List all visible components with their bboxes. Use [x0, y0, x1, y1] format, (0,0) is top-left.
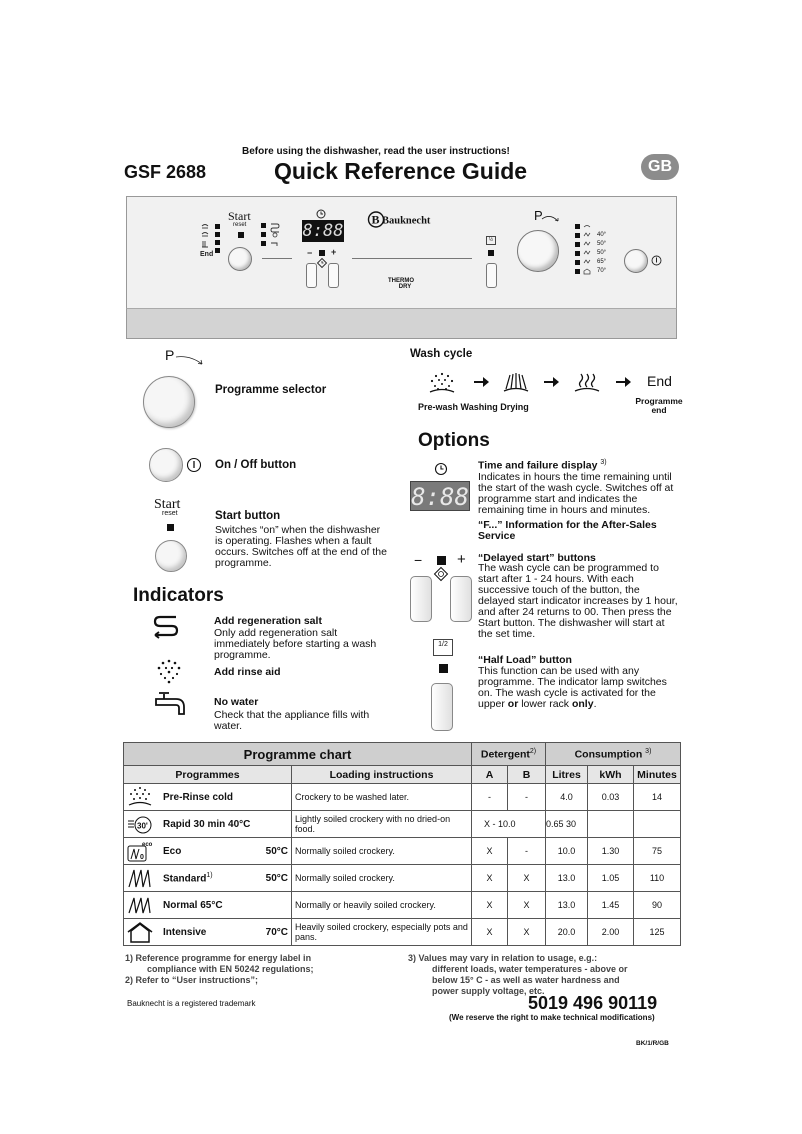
- programme-chart-table: [123, 742, 681, 946]
- detergent-header: [472, 743, 546, 766]
- table-row: [124, 919, 681, 946]
- panel-time-display: 8:88: [302, 221, 344, 241]
- panel-divider-line: [262, 258, 292, 259]
- loading-instructions: Lightly soiled crockery with no dried-on food.: [292, 811, 472, 838]
- panel-temp-2: 50°: [597, 241, 607, 247]
- panel-temp-5: 70°: [597, 268, 607, 274]
- washing-icon: [502, 371, 530, 393]
- panel-salt-rinse-water-icons: [261, 222, 283, 248]
- selector-rotation-arrow: [176, 352, 204, 366]
- svg-text:30': 30': [137, 821, 148, 831]
- panel-divider-line-2: [352, 258, 472, 259]
- litres: 10.0: [546, 838, 588, 865]
- footnotes-right: [408, 953, 628, 997]
- detergent-b: X: [508, 865, 546, 892]
- detergent-a: X: [472, 919, 508, 946]
- delayed-start-title: “Delayed start” buttons: [478, 552, 596, 564]
- on-off-label: On / Off button: [215, 459, 297, 471]
- table-row: [124, 892, 681, 919]
- delay-minus-label: −: [414, 552, 423, 568]
- arrow-right-icon: [474, 376, 490, 388]
- on-off-button-illustration: [149, 448, 183, 482]
- no-water-title: No water: [214, 696, 259, 708]
- page-title: Quick Reference Guide: [274, 158, 528, 184]
- detergent-b: X: [508, 892, 546, 919]
- programme-name-wrap: [163, 872, 213, 884]
- svg-text:B: B: [371, 212, 380, 227]
- programme-end-line-2: end: [651, 405, 667, 415]
- dry-label: DRY: [398, 284, 412, 290]
- drying-icon: [573, 371, 601, 393]
- footnote-2: 2) Refer to “User instructions”;: [125, 975, 259, 985]
- rapid-30-icon: [127, 813, 153, 835]
- svg-text:0: 0: [140, 854, 144, 861]
- detergent-b: -: [508, 784, 546, 811]
- litres: 4.0: [546, 784, 588, 811]
- drying-label: Drying: [500, 402, 529, 412]
- detergent-a: X: [472, 838, 508, 865]
- arrow-right-icon-2: [544, 376, 560, 388]
- half-load-text-1: This function can be used with any programme. The indicator lamp switches on. The wash cycle is activated for the upper: [478, 665, 667, 710]
- panel-half-load-button: [486, 263, 497, 288]
- footnote-3b: different loads, water temperatures - above or: [432, 964, 628, 974]
- panel-p-label: P: [534, 208, 543, 223]
- detergent-b: X: [508, 919, 546, 946]
- rinse-aid-title: Add rinse aid: [214, 666, 281, 678]
- footnote-3a: 3) Values may vary in relation to usage, e.g.:: [408, 953, 598, 963]
- loading-instructions: Normally or heavily soiled crockery.: [292, 892, 472, 919]
- indicators-heading: Indicators: [133, 585, 224, 606]
- time-display-illustration: 8:88: [411, 483, 469, 511]
- col-kwh: kWh: [588, 766, 634, 784]
- panel-start-label: Start: [228, 209, 251, 223]
- start-button-description: Switches “on” when the dishwasher is operating. Flashes when a fault occurs. Switches off at the end of the programme.: [215, 524, 387, 569]
- detergent-label: Detergent: [480, 748, 530, 761]
- kwh: 1.05: [588, 865, 634, 892]
- loading-instructions: Heavily soiled crockery, especially pots and pans.: [292, 919, 472, 946]
- minutes: 90: [634, 892, 681, 919]
- trademark-note: Bauknecht is a registered trademark: [127, 999, 256, 1008]
- start-label: Start: [154, 497, 181, 512]
- col-programmes: Programmes: [124, 766, 292, 784]
- detergent-footnote-ref: 2): [529, 747, 537, 755]
- programme-footnote-ref: 1): [206, 871, 213, 879]
- minutes: 110: [634, 865, 681, 892]
- minutes: [634, 811, 681, 838]
- no-water-description: Check that the appliance fills with water.: [214, 709, 370, 732]
- half-load-indicator-led: [439, 664, 448, 673]
- litres: 20.0: [546, 919, 588, 946]
- col-detergent-b: B: [508, 766, 546, 784]
- half-load-text-end: .: [593, 698, 597, 710]
- programme-name: Rapid 30 min 40°C: [163, 818, 251, 830]
- kwh: 0.03: [588, 784, 634, 811]
- prewash-label: Pre-wash: [418, 402, 459, 412]
- detergent-a: X - 10.0: [472, 811, 546, 838]
- detergent-a: -: [472, 784, 508, 811]
- document-code: BK/1/R/GB: [636, 1040, 669, 1045]
- programme-end-line-1: Programme: [635, 396, 683, 406]
- panel-plus-button: [328, 263, 339, 288]
- half-load-description: [478, 666, 680, 710]
- loading-instructions: Normally soiled crockery.: [292, 838, 472, 865]
- half-load-title: “Half Load” button: [478, 654, 572, 666]
- half-load-only: only: [571, 698, 594, 710]
- control-panel-strip: [126, 308, 677, 339]
- consumption-label: Consumption: [574, 748, 643, 761]
- panel-programme-selector: [517, 230, 559, 272]
- rinse-aid-icon: [154, 658, 184, 686]
- wash-phase-labels: [418, 402, 529, 412]
- normal-icon: [127, 894, 153, 916]
- thermo-dry-logo: [388, 278, 414, 290]
- panel-minus-label: −: [307, 248, 313, 258]
- programme-name: Pre-Rinse cold: [163, 791, 234, 803]
- kwh: 2.00: [588, 919, 634, 946]
- prerinse-icon: [127, 786, 153, 808]
- thermo-label: THERMO: [388, 278, 414, 284]
- kwh: 1.45: [588, 892, 634, 919]
- programme-temperature: 70°C: [265, 926, 288, 938]
- standard-icon: [127, 867, 153, 889]
- start-indicator-led: [167, 524, 174, 531]
- time-display-title: Time and failure display: [478, 459, 598, 472]
- programme-end-label: [628, 397, 690, 415]
- delay-start-icon: [434, 567, 448, 581]
- start-led: [238, 232, 244, 238]
- col-detergent-a: A: [472, 766, 508, 784]
- programme-temperature: 50°C: [265, 845, 288, 857]
- washing-label: Washing: [460, 402, 498, 412]
- table-row: [124, 865, 681, 892]
- reserve-note: (We reserve the right to make technical modifications): [449, 1013, 655, 1022]
- panel-minus-button: [306, 263, 317, 288]
- half-load-or: or: [507, 698, 519, 710]
- delayed-start-description: The wash cycle can be programmed to start after 1 - 24 hours. With each successive touch of the button, the delayed start indicator increases by 1 hour, and after 24 returns to 00. Then press the Start button. The dishwasher will start at the set time.: [478, 562, 678, 640]
- detergent-a: X: [472, 865, 508, 892]
- prewash-icon: [428, 372, 456, 394]
- delay-plus-label: +: [457, 551, 466, 568]
- col-litres: Litres: [546, 766, 588, 784]
- kwh: 1.30: [588, 838, 634, 865]
- options-heading: Options: [418, 430, 490, 451]
- panel-end-label: End: [200, 251, 214, 258]
- clock-icon: [434, 462, 448, 476]
- programme-selector-label: Programme selector: [215, 384, 327, 396]
- panel-start-button: [228, 247, 252, 271]
- country-badge: GB: [641, 154, 679, 180]
- time-display-footnote-ref: 3): [600, 459, 607, 466]
- panel-on-off-button: [624, 249, 648, 273]
- programme-name: Eco: [163, 845, 182, 857]
- half-load-text-2: lower rack: [521, 698, 570, 710]
- footnote-3d: power supply voltage, etc.: [432, 986, 545, 996]
- wash-end-label: End: [647, 373, 672, 389]
- table-row: [124, 811, 681, 838]
- wash-cycle-heading: Wash cycle: [410, 348, 473, 360]
- programme-name: Standard: [163, 873, 207, 885]
- after-sales-info: “F...” Information for the After-Sales Service: [478, 519, 657, 542]
- reset-label: reset: [162, 510, 178, 517]
- arrow-right-icon-3: [616, 376, 632, 388]
- svg-text:eco: eco: [142, 842, 153, 848]
- footnote-1a: 1) Reference programme for energy label in: [125, 953, 312, 963]
- half-load-icon-text: 1/2: [438, 641, 448, 648]
- panel-plus-label: +: [331, 247, 337, 257]
- consumption-footnote-ref: 3): [645, 747, 652, 755]
- panel-p-arrow: [542, 213, 560, 223]
- minutes: 14: [634, 784, 681, 811]
- table-row: [124, 838, 681, 865]
- panel-delay-led: [319, 250, 325, 256]
- consumption-header: [546, 743, 681, 766]
- delay-indicator-led: [437, 556, 446, 565]
- loading-instructions: Crockery to be washed later.: [292, 784, 472, 811]
- detergent-a: X: [472, 892, 508, 919]
- panel-temp-1: 40°: [597, 232, 607, 238]
- start-button-title: Start button: [215, 510, 281, 522]
- part-number: 5019 496 90119: [528, 993, 658, 1013]
- programme-selector-knob: [143, 376, 195, 428]
- brand-logo: [368, 211, 434, 228]
- time-display-title-wrap: [478, 459, 607, 472]
- instructions-note: Before using the dishwasher, read the user instructions!: [242, 146, 510, 157]
- half-load-button-illustration: [431, 683, 453, 731]
- salt-description: Only add regeneration salt immediately before starting a wash programme.: [214, 627, 377, 661]
- panel-power-icon: [651, 255, 662, 266]
- programme-name: Normal 65°C: [163, 899, 223, 911]
- brand-logo-text: Bauknecht: [382, 215, 431, 227]
- litres: 13.0: [546, 892, 588, 919]
- panel-temperature-labels: [597, 231, 606, 276]
- minutes: 125: [634, 919, 681, 946]
- programme-temperature: 50°C: [265, 872, 288, 884]
- chart-title: Programme chart: [124, 743, 472, 766]
- salt-icon: [152, 613, 180, 639]
- time-display-description: Indicates in hours the time remaining until the start of the wash cycle. Switches off at programme start and indicates the remaining time in hours and minutes.: [478, 471, 674, 516]
- panel-half-load-icon: ½: [486, 236, 496, 245]
- model-number: GSF 2688: [124, 162, 207, 182]
- kwh: [588, 811, 634, 838]
- litres: 13.0: [546, 865, 588, 892]
- panel-temp-3: 50°: [597, 250, 607, 256]
- minutes: 75: [634, 838, 681, 865]
- table-row: [124, 784, 681, 811]
- loading-instructions: Normally soiled crockery.: [292, 865, 472, 892]
- selector-p-label: P: [165, 347, 175, 363]
- salt-title: Add regeneration salt: [214, 615, 322, 627]
- tap-icon: [153, 690, 187, 716]
- intensive-icon: [127, 921, 153, 943]
- col-minutes: Minutes: [634, 766, 681, 784]
- eco-icon: [127, 840, 153, 862]
- programme-name: Intensive: [163, 926, 207, 938]
- half-load-icon: [433, 639, 453, 656]
- col-loading: Loading instructions: [292, 766, 472, 784]
- panel-clock-icon: [316, 209, 326, 219]
- panel-delay-icon: [317, 258, 327, 268]
- delay-plus-button-illustration: [450, 576, 472, 622]
- detergent-b: -: [508, 838, 546, 865]
- footnotes-left: [125, 953, 314, 986]
- panel-reset-label: reset: [233, 222, 247, 228]
- delay-minus-button-illustration: [410, 576, 432, 622]
- power-icon: [186, 457, 202, 473]
- start-button-illustration: [155, 540, 187, 572]
- panel-half-load-led: [488, 250, 494, 256]
- footnote-1b: compliance with EN 50242 regulations;: [147, 964, 314, 974]
- litres: 0.65 30: [546, 811, 588, 838]
- panel-temp-4: 65°: [597, 259, 607, 265]
- footnote-3c: below 15° C - as well as water hardness and: [432, 975, 620, 985]
